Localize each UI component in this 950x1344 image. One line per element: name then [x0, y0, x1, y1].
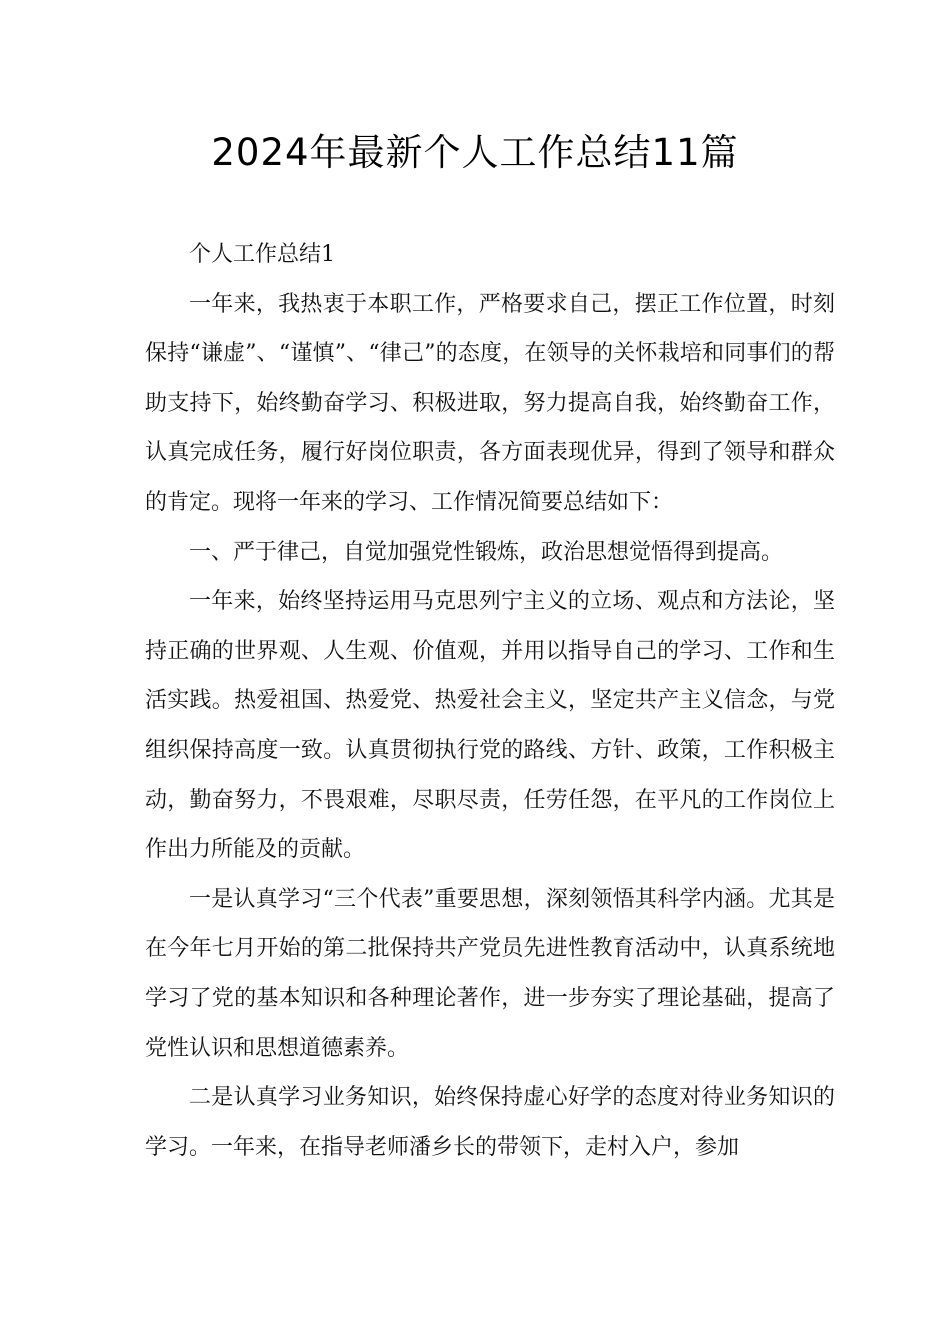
paragraph-study-theory: 一是认真学习“三个代表”重要思想，深刻领悟其科学内涵。尤其是在今年七月开始的第二批保持共产党员先进性教育活动中，认真系统地学习了党的基本知识和各种理论著作，进一步夯实了理论基础，提高了党性认识和思想道德素养。: [145, 886, 835, 1061]
paragraph-study-business: 二是认真学习业务知识，始终保持虚心好学的态度对待业务知识的学习。一年来，在指导老师潘乡长的带领下，走村入户，参加: [145, 1085, 835, 1160]
paragraph-political-thought: 一年来，始终坚持运用马克思列宁主义的立场、观点和方法论，坚持正确的世界观、人生观、价值观，并用以指导自己的学习、工作和生活实践。热爱祖国、热爱党、热爱社会主义，坚定共产主义信念，与党组织保持高度一致。认真贯彻执行党的路线、方针、政策，工作积极主动，勤奋努力，不畏艰难，尽职尽责，任劳任怨，在平凡的工作岗位上作出力所能及的贡献。: [145, 589, 835, 863]
document-body: [145, 230, 835, 1172]
paragraph-heading-one: 一、严于律己，自觉加强党性锻炼，政治思想觉悟得到提高。: [189, 539, 784, 565]
paragraph-intro: 一年来，我热衷于本职工作，严格要求自己，摆正工作位置，时刻保持“谦虚”、“谨慎”、“律己”的态度，在领导的关怀栽培和同事们的帮助支持下，始终勤奋学习、积极进取，努力提高自我，始终勤奋工作，认真完成任务，履行好岗位职责，各方面表现优异，得到了领导和群众的肯定。现将一年来的学习、工作情况简要总结如下：: [145, 291, 835, 515]
section-heading: 个人工作总结1: [189, 242, 335, 267]
document-title: 2024年最新个人工作总结11篇: [211, 131, 739, 174]
